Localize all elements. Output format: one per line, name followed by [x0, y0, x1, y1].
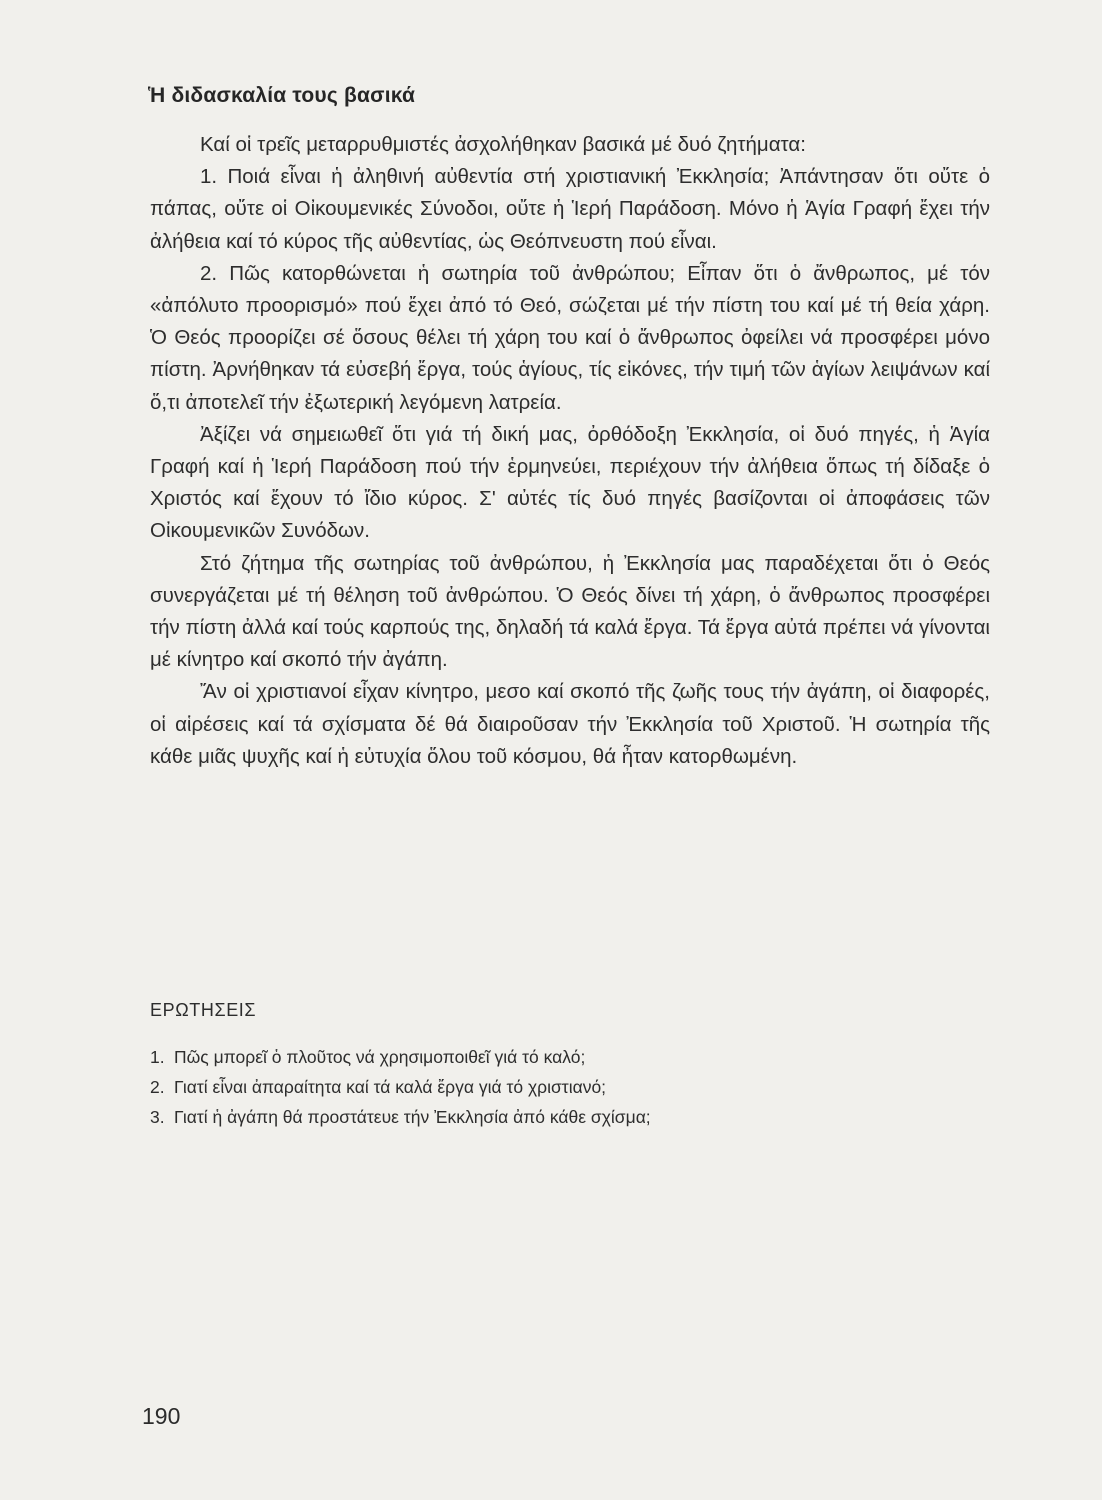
- question-number: 3.: [150, 1107, 165, 1127]
- questions-title: ΕΡΩΤΗΣΕΙΣ: [150, 1000, 257, 1020]
- question-text: Πῶς μπορεῖ ὁ πλοῦτος νά χρησιμοποιθεῖ γιά τό καλό;: [174, 1047, 586, 1067]
- question-item: [150, 1042, 910, 1072]
- questions-list: [150, 1042, 910, 1132]
- page-number: 190: [142, 1403, 181, 1429]
- section-heading: Ἡ διδασκαλία τους βασικά: [148, 84, 416, 107]
- paragraph-love: Ἄν οἱ χριστιανοί εἶχαν κίνητρο, μεσο καί σκοπό τῆς ζωῆς τους τήν ἀγάπη, οἱ διαφορές, οἱ αἱρέσεις καί τά σχίσματα δέ θά διαιροῦσαν τήν Ἐκκλησία τοῦ Χριστοῦ. Ἡ σωτηρία τῆς κάθε μιᾶς ψυχῆς καί ἡ εὐτυχία ὅλου τοῦ κόσμου, θά ἦταν κατορθωμένη.: [150, 680, 990, 768]
- question-item: [150, 1072, 910, 1102]
- paragraph-point-2: 2. Πῶς κατορθώνεται ἡ σωτηρία τοῦ ἀνθρώπου; Εἶπαν ὅτι ὁ ἄνθρωπος, μέ τόν «ἀπόλυτο προορισμό» πού ἔχει ἀπό τό Θεό, σώζεται μέ τήν πίστη του καί μέ τή θεία χάρη. Ὁ Θεός προορίζει σέ ὅσους θέλει τή χάρη του καί ὁ ἄνθρωπος ὀφείλει νά προσφέρει μόνο πίστη. Ἀρνήθηκαν τά εὐσεβή ἔργα, τούς ἁγίους, τίς εἰκόνες, τήν τιμή τῶν ἁγίων λειψάνων καί ὅ,τι ἀποτελεῖ τήν ἐξωτερική λεγόμενη λατρεία.: [150, 261, 990, 414]
- question-item: [150, 1102, 910, 1132]
- question-text: Γιατί ἡ ἀγάπη θά προστάτευε τήν Ἐκκλησία ἀπό κάθε σχίσμα;: [174, 1107, 651, 1127]
- paragraph-orthodox-sources: Ἀξίζει νά σημειωθεῖ ὅτι γιά τή δική μας, ὀρθόδοξη Ἐκκλησία, οἱ δυό πηγές, ἡ Ἁγία Γραφή καί ἡ Ἱερή Παράδοση πού τήν ἑρμηνεύει, περιέχουν τήν ἀλήθεια ὅπως τή δίδαξε ὁ Χριστός καί ἔχουν τό ἴδιο κύρος. Σ' αὐτές τίς δυό πηγές βασίζονται οἱ ἀποφάσεις τῶν Οἰκουμενικῶν Συνόδων.: [150, 422, 990, 543]
- body-text: [150, 129, 990, 773]
- paragraph-intro: Καί οἱ τρεῖς μεταρρυθμιστές ἀσχολήθηκαν βασικά μέ δυό ζητήματα:: [200, 133, 806, 156]
- question-text: Γιατί εἶναι ἀπαραίτητα καί τά καλά ἔργα γιά τό χριστιανό;: [174, 1077, 607, 1097]
- paragraph-salvation: Στό ζήτημα τῆς σωτηρίας τοῦ ἀνθρώπου, ἡ Ἐκκλησία μας παραδέχεται ὅτι ὁ Θεός συνεργάζεται μέ τή θέληση τοῦ ἀνθρώπου. Ὁ Θεός δίνει τή χάρη, ὁ ἄνθρωπος προσφέρει τήν πίστη ἀλλά καί τούς καρπούς της, δηλαδή τά καλά ἔργα. Τά ἔργα αὐτά πρέπει νά γίνονται μέ κίνητρο καί σκοπό τήν ἀγάπη.: [150, 551, 990, 672]
- question-number: 2.: [150, 1077, 165, 1097]
- paragraph-point-1: 1. Ποιά εἶναι ἡ ἀληθινή αὐθεντία στή χριστιανική Ἐκκλησία; Ἀπάντησαν ὅτι οὔτε ὁ πάπας, οὔτε οἱ Οἰκουμενικές Σύνοδοι, οὔτε ἡ Ἱερή Παράδοση. Μόνο ἡ Ἁγία Γραφή ἔχει τήν ἀλήθεια καί τό κύρος τῆς αὐθεντίας, ὡς Θεόπνευστη πού εἶναι.: [150, 165, 990, 253]
- question-number: 1.: [150, 1047, 165, 1067]
